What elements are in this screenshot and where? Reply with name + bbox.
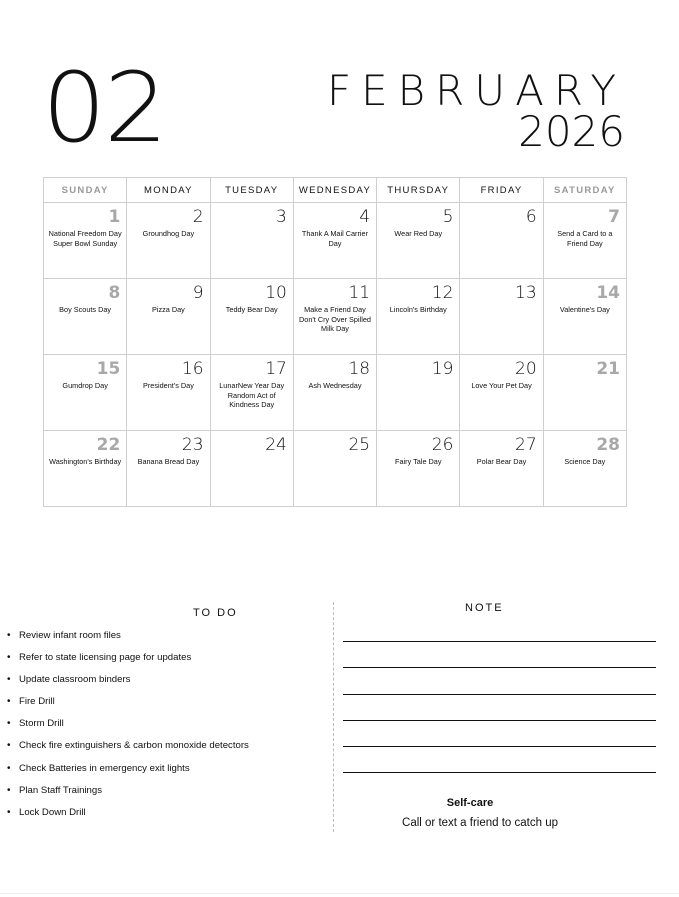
- bullet-icon: •: [7, 630, 11, 641]
- day-events: [130, 381, 206, 391]
- selfcare-text: Call or text a friend to catch up: [402, 817, 558, 829]
- todo-item: [7, 652, 249, 674]
- day-number: 14: [596, 283, 620, 303]
- note-line[interactable]: [343, 746, 656, 747]
- calendar-day-cell[interactable]: [210, 203, 293, 279]
- weekday-monday: MONDAY: [127, 178, 210, 203]
- day-number: 21: [596, 359, 620, 379]
- weekday-wednesday: WEDNESDAY: [293, 178, 376, 203]
- todo-item-text: Storm Drill: [19, 718, 64, 730]
- calendar-day-cell[interactable]: [460, 279, 543, 355]
- month-name: FEBRUARY: [326, 66, 626, 115]
- event-label: Washington's Birthday: [49, 457, 122, 466]
- todo-item: [7, 696, 249, 718]
- bullet-icon: •: [7, 652, 11, 664]
- day-number: 11: [348, 283, 371, 303]
- selfcare-title: Self-care: [446, 797, 494, 809]
- calendar-day-cell[interactable]: [210, 279, 293, 355]
- event-label: Boy Scouts Day: [59, 305, 112, 314]
- day-events: [130, 229, 206, 239]
- day-number: 22: [96, 435, 121, 455]
- day-number: 28: [596, 435, 620, 455]
- bullet-icon: •: [7, 762, 11, 774]
- day-number: 15: [96, 359, 121, 379]
- day-events: [547, 457, 623, 467]
- day-number: 24: [265, 435, 287, 455]
- day-number: 26: [431, 435, 454, 455]
- event-label: Teddy Bear Day: [225, 305, 278, 314]
- event-label: Random Act of Kindness Day: [227, 390, 276, 410]
- day-events: [297, 229, 373, 248]
- month-number: 02: [42, 52, 167, 164]
- day-events: [130, 305, 206, 315]
- day-number: 3: [276, 207, 287, 227]
- event-label: LunarNew Year Day: [219, 381, 285, 390]
- bullet-icon: •: [7, 674, 11, 686]
- calendar-day-cell[interactable]: [293, 355, 376, 431]
- day-events: [47, 305, 123, 315]
- calendar-week-row: [44, 279, 627, 355]
- calendar-day-cell[interactable]: [377, 355, 460, 431]
- calendar-day-cell[interactable]: [293, 279, 376, 355]
- event-label: Polar Bear Day: [476, 457, 527, 466]
- day-events: [214, 381, 290, 410]
- todo-item-text: Check Batteries in emergency exit lights: [19, 762, 190, 774]
- calendar-grid: [43, 177, 627, 507]
- day-events: [297, 381, 373, 391]
- calendar-day-cell[interactable]: [127, 279, 210, 355]
- todo-item: [7, 785, 249, 807]
- day-number: 12: [431, 283, 454, 303]
- day-number: 25: [348, 435, 371, 455]
- day-number: 13: [515, 283, 537, 303]
- event-label: Send a Card to a Friend Day: [557, 229, 613, 248]
- day-number: 17: [265, 359, 287, 379]
- todo-item: [7, 718, 249, 740]
- bullet-icon: •: [7, 740, 11, 752]
- bullet-icon: •: [7, 784, 11, 796]
- calendar-day-cell[interactable]: [293, 431, 376, 507]
- day-number: 1: [108, 207, 121, 227]
- event-label: Make a Friend Day: [304, 305, 366, 314]
- calendar-day-cell[interactable]: [44, 431, 127, 507]
- todo-item-text: Review infant room files: [19, 630, 121, 641]
- calendar-day-cell[interactable]: [377, 203, 460, 279]
- day-number: 8: [108, 283, 121, 303]
- todo-list: [7, 630, 249, 829]
- day-number: 23: [181, 435, 204, 455]
- page-bottom-divider: [0, 893, 679, 894]
- note-line[interactable]: [343, 667, 656, 668]
- todo-item: [7, 674, 249, 696]
- day-number: 9: [192, 283, 204, 303]
- day-events: [130, 457, 206, 467]
- event-label: Lincoln's Birthday: [389, 305, 447, 314]
- day-events: [547, 305, 623, 315]
- event-label: Wear Red Day: [394, 229, 443, 238]
- event-label: Don't Cry Over Spilled Milk Day: [299, 314, 371, 334]
- todo-item-text: Plan Staff Trainings: [19, 784, 103, 796]
- day-events: [214, 305, 290, 315]
- event-label: Fairy Tale Day: [395, 457, 442, 466]
- day-number: 18: [348, 359, 371, 379]
- calendar-day-cell[interactable]: [44, 203, 127, 279]
- day-events: [47, 457, 123, 467]
- day-events: [47, 381, 123, 391]
- calendar-day-cell[interactable]: [44, 279, 127, 355]
- todo-item: [7, 807, 249, 829]
- weekday-thursday: THURSDAY: [377, 178, 460, 203]
- event-label: Love Your Pet Day: [471, 381, 532, 390]
- day-number: 20: [515, 359, 537, 379]
- calendar-day-cell[interactable]: [127, 355, 210, 431]
- event-label: Valentine's Day: [559, 305, 610, 314]
- day-number: 10: [265, 283, 287, 303]
- day-number: 7: [608, 207, 620, 227]
- calendar-day-cell[interactable]: [460, 431, 543, 507]
- bullet-icon: •: [7, 806, 11, 818]
- note-line[interactable]: [343, 772, 656, 773]
- calendar-day-cell[interactable]: [210, 431, 293, 507]
- event-label: Pizza Day: [151, 305, 185, 314]
- day-events: [380, 229, 456, 239]
- day-events: [297, 305, 373, 334]
- calendar-day-cell[interactable]: [127, 203, 210, 279]
- weekday-sunday: SUNDAY: [44, 178, 127, 203]
- day-events: [380, 457, 456, 467]
- event-label: Groundhog Day: [142, 229, 195, 238]
- calendar-day-cell[interactable]: [127, 431, 210, 507]
- event-label: Super Bowl Sunday: [53, 238, 118, 248]
- day-number: 16: [181, 359, 204, 379]
- weekday-saturday: SATURDAY: [543, 178, 626, 203]
- day-number: 2: [192, 207, 204, 227]
- day-number: 27: [515, 435, 537, 455]
- calendar-week-row: [44, 355, 627, 431]
- weekday-tuesday: TUESDAY: [210, 178, 293, 203]
- todo-item: [7, 630, 249, 652]
- day-events: [47, 229, 123, 248]
- section-divider: [333, 602, 334, 832]
- todo-title: TO DO: [193, 607, 238, 619]
- calendar-day-cell[interactable]: [293, 203, 376, 279]
- note-line[interactable]: [343, 720, 656, 721]
- calendar-day-cell[interactable]: [460, 355, 543, 431]
- calendar-day-cell[interactable]: [543, 279, 626, 355]
- todo-item-text: Refer to state licensing page for updates: [19, 652, 192, 664]
- day-events: [547, 229, 623, 248]
- calendar-day-cell[interactable]: [44, 355, 127, 431]
- event-label: Banana Bread Day: [137, 457, 200, 466]
- day-number: 6: [525, 207, 537, 227]
- todo-item-text: Check fire extinguishers & carbon monoxide detectors: [19, 740, 249, 752]
- todo-item-text: Update classroom binders: [19, 674, 131, 686]
- event-label: Thank A Mail Carrier Day: [301, 229, 369, 248]
- todo-item-text: Fire Drill: [19, 696, 55, 708]
- calendar-day-cell[interactable]: [377, 431, 460, 507]
- bullet-icon: •: [7, 696, 11, 708]
- note-line[interactable]: [343, 641, 656, 642]
- calendar-week-row: [44, 431, 627, 507]
- weekday-header-row: [44, 178, 627, 203]
- calendar-day-cell[interactable]: [543, 203, 626, 279]
- todo-item-text: Lock Down Drill: [19, 806, 86, 818]
- year: 2026: [518, 107, 625, 156]
- bullet-icon: •: [7, 718, 11, 730]
- calendar-day-cell[interactable]: [377, 279, 460, 355]
- event-label: President's Day: [142, 381, 194, 390]
- day-events: [463, 457, 539, 467]
- event-label: Science Day: [564, 457, 606, 466]
- day-number: 19: [431, 359, 454, 379]
- calendar-week-row: [44, 203, 627, 279]
- note-line[interactable]: [343, 694, 656, 695]
- todo-item: [7, 740, 249, 762]
- todo-item: [7, 763, 249, 785]
- day-number: 5: [442, 207, 454, 227]
- calendar-day-cell[interactable]: [543, 355, 626, 431]
- calendar-day-cell[interactable]: [210, 355, 293, 431]
- day-number: 4: [359, 207, 371, 227]
- calendar-day-cell[interactable]: [460, 203, 543, 279]
- event-label: Ash Wednesday: [308, 381, 362, 390]
- event-label: Gumdrop Day: [62, 381, 108, 390]
- weekday-friday: FRIDAY: [460, 178, 543, 203]
- note-title: NOTE: [465, 602, 504, 614]
- event-label: National Freedom Day: [48, 229, 122, 238]
- day-events: [380, 305, 456, 315]
- day-events: [463, 381, 539, 391]
- calendar-day-cell[interactable]: [543, 431, 626, 507]
